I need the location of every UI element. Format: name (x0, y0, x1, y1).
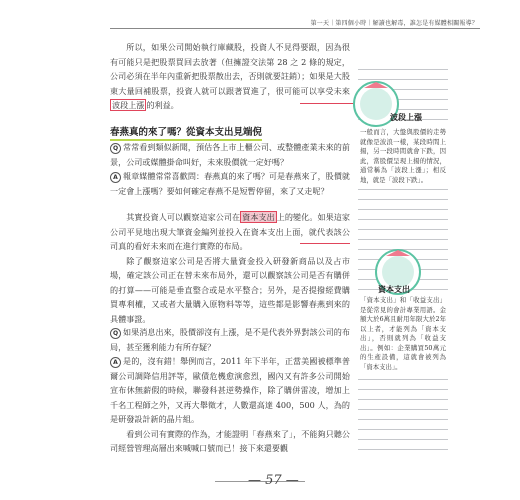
highlight-wave-rise: 波段上漲 (112, 100, 145, 110)
answer-2-text: 是的，沒有錯！舉例而言，2011 年下半年，正當美國被標準普爾公司調降信用評等，歐債危機愈演愈烈，國內又有許多公司開始宣布休無薪假的時候，聯發科甚逆勢操作，除了購併雷凌，增加上千名工程師之外，又再大舉徵才，人數還高達 400，500 人，為的是研發設計新的晶片組。 (110, 356, 350, 424)
answer-icon: A (110, 357, 121, 368)
question-icon: Q (110, 143, 121, 154)
answer-icon: A (110, 172, 121, 183)
paragraph-1 (110, 40, 350, 113)
section-title: 春燕真的來了嗎？從資本支出見端倪 (110, 124, 262, 141)
highlight-capex: 資本支出 (242, 212, 275, 222)
answer-1-text: 報章媒體常常喜歡問：春燕真的來了嗎？可是春燕來了，股價就一定會上漲嗎？要如何確定春燕不是短暫停留，來了又走呢？ (110, 171, 350, 196)
paragraph-2 (110, 210, 350, 326)
para2-text-before: 其實投資人可以觀察這家公司在 (126, 212, 241, 222)
answer-2 (110, 354, 350, 427)
qa-block-1 (110, 140, 350, 198)
page-number: — 57 — (248, 473, 299, 488)
question-2 (110, 325, 350, 354)
header-rule (110, 28, 480, 29)
para1-text-before: 所以，如果公司開始執行庫藏股，投資人不見得要跟，因為很有可能只是把股票買回去放著（但擁證交法第 28 之 2 條的規定，公司必須在半年內重新把股票散出去，否則就要註銷）；如果是大股東大量回補股票，投資人就可以跟著買進了，很可能可以享受未來 (110, 42, 350, 96)
question-2-text: 如果消息出來，股價卻沒有上漲，是不是代表外界對該公司的布局，甚至獲利能力有所存疑？ (110, 327, 350, 352)
running-header: 第一天｜第四個小時｜解讀也解毒，誰怎是有媒體相關報導？ (310, 20, 478, 27)
para2-text-after: 上的變化。如果這家公司平見地出現大筆資金編列並投入在資本支出上面，就代表該公司真的看好未來而在進行實際的布局。 (110, 212, 350, 251)
answer-1 (110, 169, 350, 198)
callout-2-text: 「資本支出」和「收益支出」是從常見的會計專業用語。金額大於6萬且耐用年限大於2年以上者，才能列為「資本支出」，否則就列為「收益支出」。例如：企業購買50萬元的生產設備，這就會被列為「資本支出」。 (360, 296, 446, 371)
callout-1-text: 一般而言，大盤與股價的走勢就像是波浪一樣，某段時間上揚，另一段時間就會下跌，因此，當股價呈現上揚的情況，通常稱為「波段上漲」；相反地，就是「波段下跌」。 (360, 128, 446, 184)
callout-2-title: 資本支出 (378, 285, 410, 294)
callout-1-title: 波段上漲 (390, 113, 422, 122)
para1-text-after: 的利益。 (146, 100, 179, 110)
qa-block-2 (110, 325, 350, 456)
question-1 (110, 140, 350, 169)
callout-connector-2 (300, 243, 350, 244)
paragraph-3: 除了觀察這家公司是否將大量資金投入研發新商品以及占市場，確定該公司正在替未來布局外，還可以觀察該公司是否有購併的打算——可能是垂直整合或是水平整合；另外，是否提撥經費購買專利權，又或者大量購入原物料等等，這些都是影響春燕到來的具體事證。 (110, 255, 350, 324)
question-icon: Q (110, 328, 121, 339)
paragraph-4: 看到公司有實際的作為，才能證明「春燕來了」，不能夠只聽公司經營管理高層出來喊喊口號而已！接下來還要觀 (110, 428, 350, 453)
question-1-text: 常常看到類似新聞，預估各上市上櫃公司、或整體產業未來的前景，公司或媒體掛命叫好，未來股價就一定好嗎？ (110, 142, 350, 167)
